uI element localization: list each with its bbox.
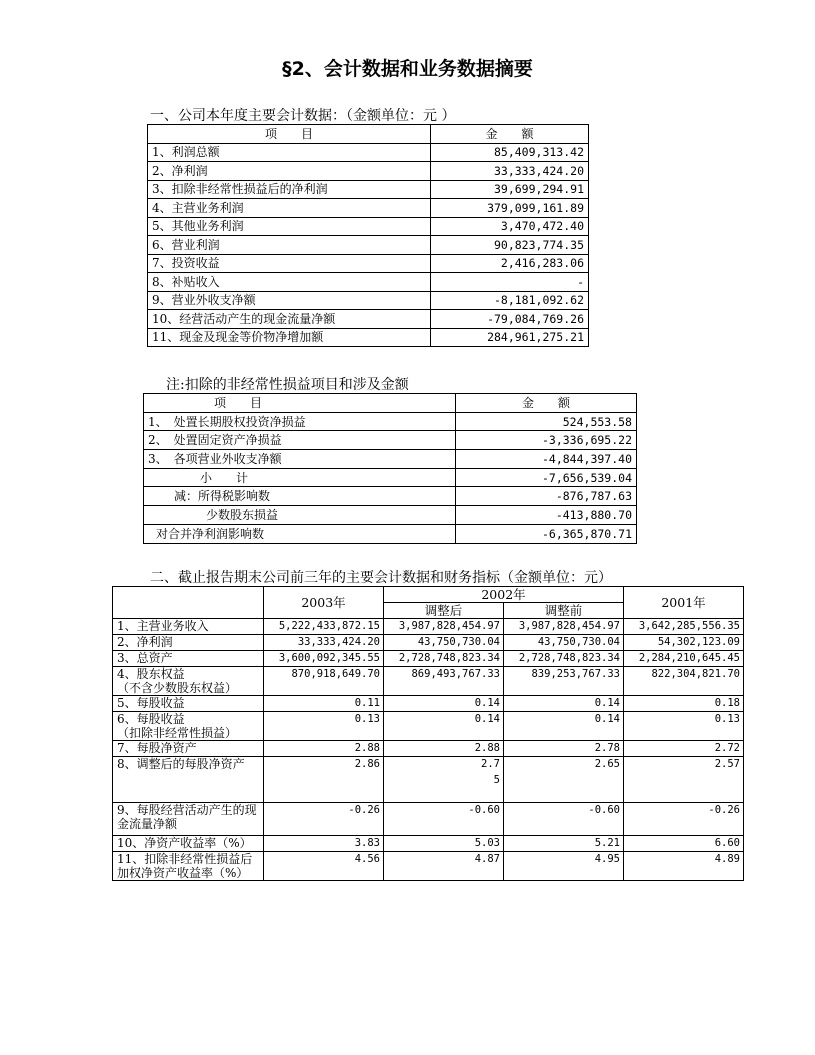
section2-heading: 注:扣除的非经常性损益项目和涉及金额 <box>166 377 409 393</box>
table-row <box>148 162 589 181</box>
cell-2003: 0.13 <box>264 712 384 741</box>
table-row <box>113 696 744 712</box>
cell-2002-after: 3,987,828,454.97 <box>384 619 504 635</box>
cell-2002-after: -0.60 <box>384 803 504 836</box>
table-header-row <box>113 587 744 603</box>
cell-2001: 0.13 <box>624 712 744 741</box>
cell-2002-after: 0.14 <box>384 696 504 712</box>
cell-2003: 3,600,092,345.55 <box>264 651 384 667</box>
row-value: -6,365,870.71 <box>456 524 637 543</box>
cell-2003: 4.56 <box>264 852 384 881</box>
row-label-line2: 金流量净额 <box>117 817 178 831</box>
row-value: -413,880.70 <box>456 506 637 525</box>
cell-2003: 2.86 <box>264 757 384 803</box>
table-row <box>148 273 589 292</box>
header-blank <box>113 587 264 619</box>
row-label: 9、营业外收支净额 <box>148 291 431 310</box>
col-amount-header: 金 额 <box>431 125 589 144</box>
cell-2001: 822,304,821.70 <box>624 667 744 696</box>
col-2003-header: 2003年 <box>264 587 384 619</box>
cell-2002-before: 839,253,767.33 <box>504 667 624 696</box>
row-label: 对合并净利润影响数 <box>144 524 456 543</box>
cell-2001: 2.72 <box>624 741 744 757</box>
row-label: 10、净资产收益率（%） <box>113 836 264 852</box>
row-label: 1、主营业务收入 <box>113 619 264 635</box>
table-row <box>148 328 589 347</box>
row-label: 小 计 <box>144 468 456 487</box>
table-row <box>113 619 744 635</box>
row-label: 7、投资收益 <box>148 254 431 273</box>
cell-2003: 5,222,433,872.15 <box>264 619 384 635</box>
cell-2003: 33,333,424.20 <box>264 635 384 651</box>
row-label: 8、补贴收入 <box>148 273 431 292</box>
cell-2002-before: 2.65 <box>504 757 624 803</box>
three-year-data-table <box>112 586 744 881</box>
page-title: §2、会计数据和业务数据摘要 <box>282 58 533 80</box>
row-value: 39,699,294.91 <box>431 180 589 199</box>
row-value: 90,823,774.35 <box>431 236 589 255</box>
cell-2003: 870,918,649.70 <box>264 667 384 696</box>
row-value: 85,409,313.42 <box>431 143 589 162</box>
col-item-header: 项 目 <box>144 394 456 413</box>
row-value: -4,844,397.40 <box>456 450 637 469</box>
row-label: 减：所得税影响数 <box>144 487 456 506</box>
row-value: 284,961,275.21 <box>431 328 589 347</box>
row-label: 1、 处置长期股权投资净损益 <box>144 412 456 431</box>
cell-2002-after <box>384 757 504 803</box>
table-row <box>148 254 589 273</box>
cell-2002-after: 2,728,748,823.34 <box>384 651 504 667</box>
row-label: 10、经营活动产生的现金流量净额 <box>148 310 431 329</box>
row-value: -3,336,695.22 <box>456 431 637 450</box>
row-label: 少数股东损益 <box>144 506 456 525</box>
non-recurring-items-table <box>143 393 637 544</box>
cell-2002-after: 869,493,767.33 <box>384 667 504 696</box>
table-row <box>144 468 637 487</box>
table-row <box>113 667 744 696</box>
row-value: -876,787.63 <box>456 487 637 506</box>
row-label: 3、 各项营业外收支净额 <box>144 450 456 469</box>
col-2002-adjusted-before: 调整前 <box>504 603 624 619</box>
table-row <box>113 635 744 651</box>
cell-2001: 0.18 <box>624 696 744 712</box>
table-row <box>144 506 637 525</box>
table-row <box>113 712 744 741</box>
row-value: -8,181,092.62 <box>431 291 589 310</box>
cell-2002-before: 4.95 <box>504 852 624 881</box>
table-row <box>148 236 589 255</box>
cell-2003: 2.88 <box>264 741 384 757</box>
row-label: 4、主营业务利润 <box>148 199 431 218</box>
cell-2003: 0.11 <box>264 696 384 712</box>
cell-2002-after: 4.87 <box>384 852 504 881</box>
table-row <box>144 524 637 543</box>
row-label: 2、净利润 <box>148 162 431 181</box>
row-label: 5、其他业务利润 <box>148 217 431 236</box>
col-amount-header: 金 额 <box>456 394 637 413</box>
table-header-row <box>148 125 589 144</box>
cell-2001: 3,642,285,556.35 <box>624 619 744 635</box>
row-value: 2,416,283.06 <box>431 254 589 273</box>
row-label: 7、每股净资产 <box>113 741 264 757</box>
col-2001-header: 2001年 <box>624 587 744 619</box>
section3-heading: 二、截止报告期末公司前三年的主要会计数据和财务指标（金额单位：元） <box>150 570 612 586</box>
cell-2002-before: -0.60 <box>504 803 624 836</box>
row-label: 2、 处置固定资产净损益 <box>144 431 456 450</box>
table-row <box>144 487 637 506</box>
table-row <box>148 217 589 236</box>
cell-2002-before: 0.14 <box>504 712 624 741</box>
table-row <box>113 757 744 803</box>
cell-line2: 5 <box>493 774 500 786</box>
row-label <box>113 667 264 696</box>
section1-heading: 一、公司本年度主要会计数据：（金额单位：元 ） <box>150 108 456 124</box>
table-row <box>144 412 637 431</box>
cell-2002-after: 43,750,730.04 <box>384 635 504 651</box>
col-2002-adjusted-after: 调整后 <box>384 603 504 619</box>
row-label-line2: （不含少数股东权益） <box>117 681 238 695</box>
cell-2002-before: 3,987,828,454.97 <box>504 619 624 635</box>
cell-line1: 2.7 <box>481 758 500 770</box>
row-label: 6、营业利润 <box>148 236 431 255</box>
table-row <box>144 431 637 450</box>
row-value: 524,553.58 <box>456 412 637 431</box>
cell-2001: 6.60 <box>624 836 744 852</box>
row-label-line1: 9、每股经营活动产生的现 <box>117 803 257 817</box>
table-row <box>113 836 744 852</box>
table-row <box>148 180 589 199</box>
row-label-line2: （扣除非经常性损益） <box>117 726 238 740</box>
table-row <box>148 310 589 329</box>
row-label <box>113 712 264 741</box>
row-label: 5、每股收益 <box>113 696 264 712</box>
cell-2001: 2,284,210,645.45 <box>624 651 744 667</box>
row-label-line2: 加权净资产收益率（%） <box>117 866 249 880</box>
row-value: 3,470,472.40 <box>431 217 589 236</box>
cell-2001: 54,302,123.09 <box>624 635 744 651</box>
cell-2002-after: 2.88 <box>384 741 504 757</box>
row-value: 379,099,161.89 <box>431 199 589 218</box>
table-row <box>113 803 744 836</box>
row-label: 3、扣除非经常性损益后的净利润 <box>148 180 431 199</box>
row-label: 1、利润总额 <box>148 143 431 162</box>
cell-2001: 4.89 <box>624 852 744 881</box>
cell-2002-before: 0.14 <box>504 696 624 712</box>
col-item-header: 项 目 <box>148 125 431 144</box>
cell-2002-before: 2.78 <box>504 741 624 757</box>
row-label-line1: 4、股东权益 <box>117 667 185 681</box>
table-row <box>148 199 589 218</box>
row-label <box>113 803 264 836</box>
row-value: -79,084,769.26 <box>431 310 589 329</box>
table-header-row <box>144 394 637 413</box>
row-value: 33,333,424.20 <box>431 162 589 181</box>
row-label-line1: 11、扣除非经常性损益后 <box>117 852 253 866</box>
cell-2002-after: 0.14 <box>384 712 504 741</box>
row-label <box>113 852 264 881</box>
cell-2002-before: 43,750,730.04 <box>504 635 624 651</box>
row-label: 8、调整后的每股净资产 <box>113 757 264 803</box>
table-row <box>144 450 637 469</box>
cell-2002-before: 5.21 <box>504 836 624 852</box>
table-row <box>113 651 744 667</box>
cell-2003: -0.26 <box>264 803 384 836</box>
row-value: -7,656,539.04 <box>456 468 637 487</box>
cell-2001: -0.26 <box>624 803 744 836</box>
col-2002-header: 2002年 <box>384 587 624 603</box>
row-label: 2、净利润 <box>113 635 264 651</box>
row-label: 3、总资产 <box>113 651 264 667</box>
table-row <box>113 852 744 881</box>
row-value: - <box>431 273 589 292</box>
cell-2001: 2.57 <box>624 757 744 803</box>
main-accounting-data-table <box>147 124 589 347</box>
row-label-line1: 6、每股收益 <box>117 712 185 726</box>
table-row <box>113 741 744 757</box>
cell-2003: 3.83 <box>264 836 384 852</box>
row-label: 11、现金及现金等价物净增加额 <box>148 328 431 347</box>
cell-2002-after: 5.03 <box>384 836 504 852</box>
table-row <box>148 291 589 310</box>
table-row <box>148 143 589 162</box>
cell-2002-before: 2,728,748,823.34 <box>504 651 624 667</box>
